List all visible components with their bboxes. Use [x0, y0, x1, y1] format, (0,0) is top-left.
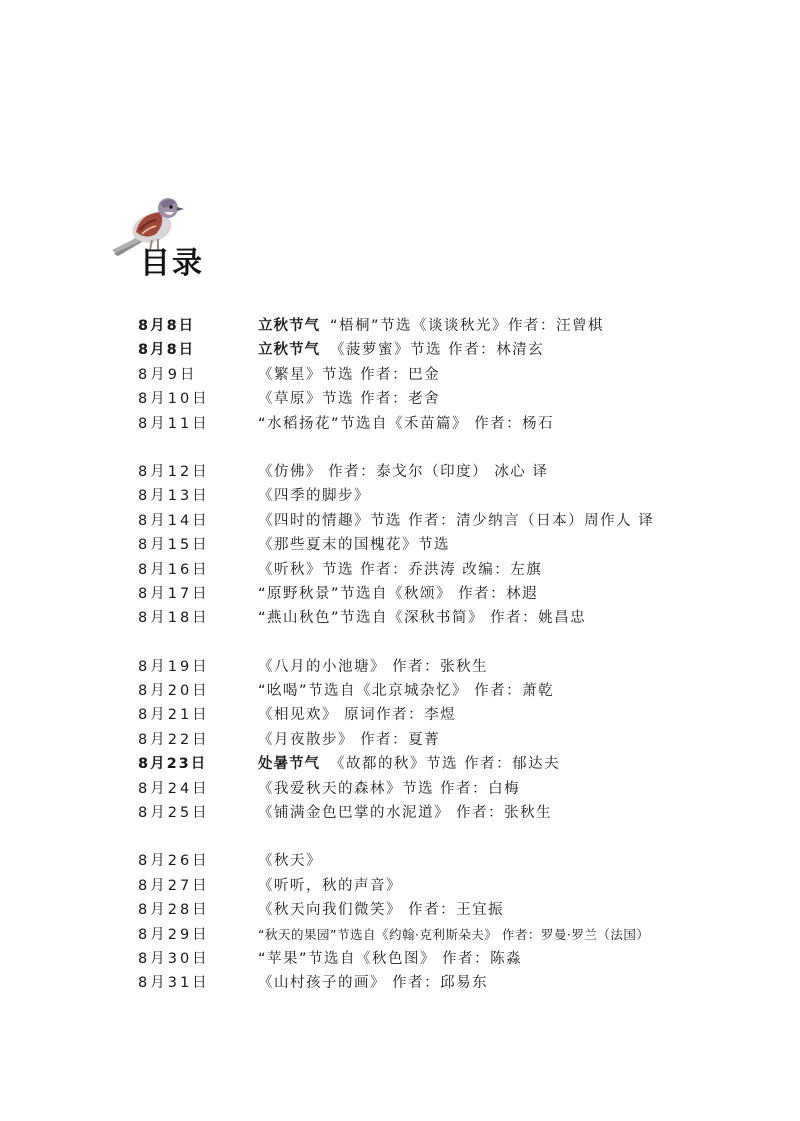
toc-date: 8月28日	[138, 902, 210, 919]
toc-row	[138, 338, 738, 362]
toc-date: 8月8日	[138, 342, 196, 359]
toc-entry	[258, 947, 522, 971]
toc-entry-text: 《那些夏末的国槐花》节选	[258, 537, 450, 554]
toc-date: 8月23日	[138, 756, 208, 773]
toc-entry	[258, 849, 322, 873]
toc-date: 8月9日	[138, 366, 198, 383]
toc-entry-text: 《草原》节选 作者：老舍	[258, 391, 441, 408]
toc-group	[138, 460, 738, 631]
toc-row	[138, 728, 738, 752]
toc-entry	[258, 898, 504, 922]
toc-row	[138, 801, 738, 825]
toc-entry-text: 《我爱秋天的森林》节选 作者：白梅	[258, 780, 521, 797]
toc-date: 8月11日	[138, 415, 210, 432]
toc-row	[138, 898, 738, 922]
toc-row	[138, 558, 738, 582]
toc-entry-text: 《八月的小池塘》 作者：张秋生	[258, 658, 489, 675]
toc-entry	[258, 655, 488, 679]
toc-entry	[258, 387, 440, 411]
toc-row	[138, 777, 738, 801]
toc-row	[138, 923, 738, 947]
toc-date: 8月20日	[138, 683, 210, 700]
toc-entry-text: 《山村孩子的画》 作者：邱易东	[258, 975, 489, 992]
toc-date: 8月15日	[138, 537, 210, 554]
toc-date: 8月24日	[138, 780, 210, 797]
toc-entry-text: 《听听，秋的声音》	[258, 877, 402, 894]
toc-row	[138, 582, 738, 606]
toc-entry-text: 《仿佛》 作者：泰戈尔（印度） 冰心 译	[258, 463, 549, 480]
toc-row	[138, 363, 738, 387]
toc-row	[138, 679, 738, 703]
toc-entry-text: 《繁星》节选 作者：巴金	[258, 366, 441, 383]
toc-date: 8月30日	[138, 950, 210, 967]
toc-row	[138, 460, 738, 484]
toc-row	[138, 703, 738, 727]
toc-entry	[258, 314, 604, 338]
toc-row	[138, 752, 738, 776]
toc-entry	[258, 777, 520, 801]
toc-date: 8月19日	[138, 658, 210, 675]
toc-entry	[258, 338, 544, 362]
toc-row	[138, 533, 738, 557]
toc-entry	[258, 728, 440, 752]
toc-row	[138, 849, 738, 873]
toc-entry	[258, 363, 440, 387]
toc-entry	[258, 484, 370, 508]
toc-row	[138, 874, 738, 898]
toc-date: 8月16日	[138, 561, 210, 578]
toc-entry	[258, 558, 542, 582]
toc-date: 8月27日	[138, 877, 210, 894]
toc-row	[138, 387, 738, 411]
toc-entry	[258, 874, 402, 898]
toc-entry-text: “苹果”节选自《秋色图》 作者：陈淼	[258, 950, 523, 967]
toc-date: 8月17日	[138, 585, 210, 602]
toc-date: 8月8日	[138, 318, 196, 334]
toc-entry	[258, 923, 649, 947]
toc-date: 8月29日	[138, 926, 210, 943]
toc-entry-text: “秋天的果园”节选自《约翰·克利斯朵夫》 作者：罗曼·罗兰（法国）	[258, 926, 650, 942]
toc-entry-text: 《秋天》	[258, 853, 322, 870]
toc-date: 8月18日	[138, 610, 210, 627]
toc-group	[138, 314, 738, 436]
toc-row	[138, 606, 738, 630]
toc-row	[138, 314, 738, 338]
solar-term-label: 立秋节气	[258, 342, 320, 359]
toc-entry-text: “梧桐”节选《谈谈秋光》作者：汪曾棋	[330, 318, 605, 334]
toc-entry	[258, 606, 586, 630]
solar-term-label: 处暑节气	[258, 756, 320, 773]
solar-term-label: 立秋节气	[258, 318, 320, 334]
toc-entry	[258, 971, 488, 995]
toc-entry	[258, 703, 456, 727]
toc-date: 8月26日	[138, 853, 210, 870]
toc-entry	[258, 412, 554, 436]
toc-entry	[258, 509, 654, 533]
toc-row	[138, 655, 738, 679]
toc-group	[138, 849, 738, 995]
table-of-contents	[138, 314, 738, 1020]
toc-date: 8月12日	[138, 463, 210, 480]
toc-entry-text: “水稻扬花”节选自《禾苗篇》 作者：杨石	[258, 415, 555, 432]
toc-entry	[258, 752, 560, 776]
toc-row	[138, 484, 738, 508]
page-title: 目录	[140, 246, 204, 281]
toc-entry-text: 《听秋》节选 作者：乔洪涛 改编：左旗	[258, 561, 543, 578]
toc-row	[138, 971, 738, 995]
toc-date: 8月31日	[138, 975, 210, 992]
toc-entry	[258, 679, 554, 703]
toc-group	[138, 655, 738, 826]
toc-entry-text: 《四时的情趣》节选 作者：清少纳言（日本）周作人 译	[258, 512, 655, 529]
toc-entry-text: 《月夜散步》 作者：夏菁	[258, 731, 441, 748]
toc-row	[138, 412, 738, 436]
toc-date: 8月21日	[138, 707, 210, 724]
toc-entry	[258, 801, 552, 825]
toc-row	[138, 509, 738, 533]
toc-row	[138, 947, 738, 971]
toc-entry	[258, 582, 538, 606]
toc-date: 8月10日	[138, 391, 210, 408]
toc-date: 8月22日	[138, 731, 210, 748]
toc-date: 8月25日	[138, 805, 210, 822]
toc-entry-text: 《故都的秋》节选 作者：郁达夫	[330, 756, 561, 773]
toc-entry-text: 《秋天向我们微笑》 作者：王宜振	[258, 902, 505, 919]
toc-date: 8月14日	[138, 512, 210, 529]
toc-date: 8月13日	[138, 488, 210, 505]
toc-entry	[258, 460, 548, 484]
toc-entry-text: 《相见欢》 原词作者：李煜	[258, 707, 457, 724]
toc-entry-text: 《铺满金色巴掌的水泥道》 作者：张秋生	[258, 805, 553, 822]
toc-entry-text: “吆喝”节选自《北京城杂忆》 作者：萧乾	[258, 683, 555, 700]
toc-entry-text: “原野秋景”节选自《秋颂》 作者：林遐	[258, 585, 539, 602]
toc-entry-text: 《四季的脚步》	[258, 488, 370, 505]
toc-entry-text: “燕山秋色”节选自《深秋书简》 作者：姚昌忠	[258, 610, 587, 627]
toc-entry-text: 《菠萝蜜》节选 作者：林清玄	[330, 342, 545, 359]
toc-entry	[258, 533, 450, 557]
